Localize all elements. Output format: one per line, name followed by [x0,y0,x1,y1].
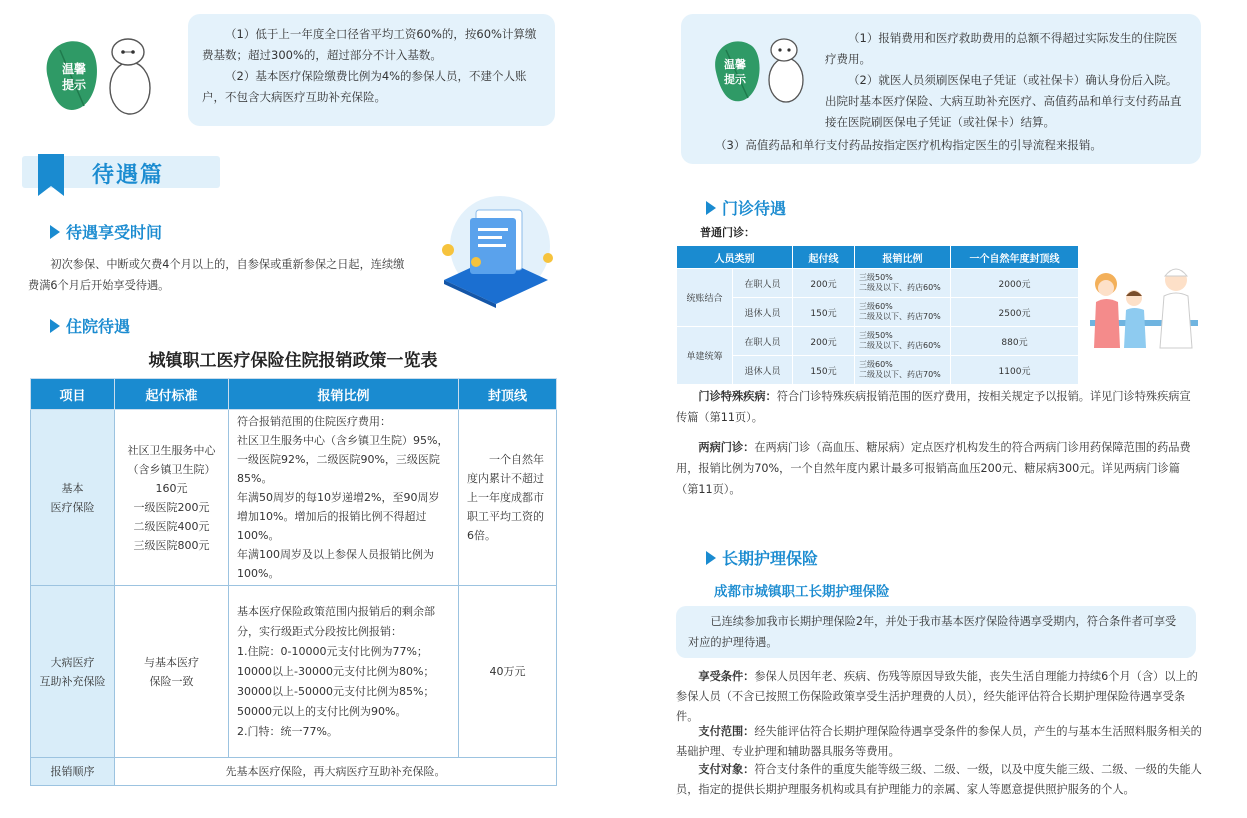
arrow-icon [706,551,716,565]
two-disease-text [676,437,1196,500]
ratio [855,298,951,327]
section-inpatient [50,314,130,337]
cap: 2000元 [951,269,1079,298]
special-disease-label: 门诊特殊疾病： [698,390,777,403]
right-tip-p3: （3）高值药品和单行支付药品按指定医疗机构指定医生的引导流程来报销。 [715,138,1102,152]
table-row [31,758,557,786]
ratio-line: 二级及以下、药店60% [859,341,941,350]
row-cap: 40万元 [459,586,557,758]
special-disease-text [676,386,1196,428]
row-threshold: 与基本医疗 保险一致 [115,586,229,758]
ltc-condition-text: 参保人员因年老、疾病、伤残等原因导致失能，丧失生活自理能力持续6个月（含）以上的参保人员（不含已按照工伤保险政策享受生活护理费的人员），经失能评估符合长期护理保险待遇享受条件。 [676,670,1198,723]
person-type: 退休人员 [733,356,793,385]
ltc-box [676,606,1196,658]
section-treatment-time-title: 待遇享受时间 [66,223,163,242]
section-outpatient [706,196,786,219]
ratio-line: 二级及以下、药店60% [859,283,941,292]
table-row [677,298,1079,327]
tip-badge-line2: 提示 [62,78,87,92]
ltc-subtitle: 成都市城镇职工长期护理保险 [714,584,890,600]
ratio [855,269,951,298]
general-outpatient-label: 普通门诊： [700,226,755,239]
banner-bookmark-icon [38,154,64,196]
table-row [677,356,1079,385]
inpatient-table [30,378,557,786]
ratio [855,356,951,385]
ratio-line: 三级50% [859,273,893,282]
section-inpatient-title: 住院待遇 [66,317,131,336]
row-item: 大病医疗 互助补充保险 [31,586,115,758]
row-item: 基本 医疗保险 [31,410,115,586]
arrow-icon [50,319,60,333]
header-ratio: 报销比例 [855,246,951,269]
row-cap: 一个自然年度内累计不超过上一年度成都市职工平均工资的6倍。 [459,410,557,586]
person-type: 退休人员 [733,298,793,327]
row-ratio: 符合报销范围的住院医疗费用： 社区卫生服务中心（含乡镇卫生院）95%，一级医院92%，二级医院90%，三级医院85%。 年满50周岁的每10岁递增2%，至90周岁增加10%。增加后的报销比例不得超过100%。 年满100周岁及以上参保人员报销比例为100%。 [229,410,459,586]
ratio-line: 三级60% [859,360,893,369]
threshold: 200元 [793,269,855,298]
threshold: 200元 [793,327,855,356]
row-order: 先基本医疗保险，再大病医疗互助补充保险。 [115,758,557,786]
ratio-line: 三级60% [859,302,893,311]
row-ratio: 基本医疗保险政策范围内报销后的剩余部分，实行级距式分段按比例报销： 1.住院：0-10000元支付比例为77%； 10000以上-30000元支付比例为80%； 30000以上-50000元支付比例为85%； 50000元以上的支付比例为90%。 2.门特：统一77%。 [229,586,459,758]
table-row [31,586,557,758]
ltc-object [676,760,1206,800]
document-illustration [436,188,556,308]
left-tip-p2: （2）基本医疗保险缴费比例为4%的参保人员，不建个人账户，不包含大病医疗互助补充保险。 [202,69,527,104]
section-treatment-time [50,220,162,243]
right-tip-p2-text: （2）就医人员须刷医保电子凭证（或社保卡）确认身份后入院。出院时基本医疗保险、大病互助补充医疗、高值药品和单行支付药品直接在医院刷医保电子凭证（或社保卡）结算。 [825,73,1182,129]
doctor-illustration [1088,258,1200,350]
treatment-time-text: 初次参保、中断或欠费4个月以上的，自参保或重新参保之日起，连续缴费满6个月后开始享受待遇。 [28,258,405,292]
right-tip-p2 [692,70,1183,133]
tip-badge-line1: 温馨 [62,62,87,76]
header-category: 人员类别 [677,246,793,269]
arrow-icon [706,201,716,215]
header-threshold: 起付标准 [115,379,229,410]
left-tip-box [188,14,555,126]
inpatient-table-title: 城镇职工医疗保险住院报销政策一览表 [148,351,438,371]
ltc-scope [676,722,1206,762]
table-row [677,269,1079,298]
row-threshold: 社区卫生服务中心（含乡镇卫生院）160元 一级医院200元 二级医院400元 三级医院800元 [115,410,229,586]
header-ratio: 报销比例 [229,379,459,410]
ltc-box-text: 已连续参加我市长期护理保险2年，并处于我市基本医疗保险待遇享受期内，符合条件者可享受对应的护理待遇。 [688,615,1177,649]
tip-badge-line2: 提示 [724,73,746,86]
ratio-line: 三级50% [859,331,893,340]
ltc-object-text: 符合支付条件的重度失能等级三级、二级、一级，以及中度失能三级、二级、一级的失能人员，指定的提供长期护理服务机构或具有护理能力的亲属、家人等愿意提供照护服务的个人。 [676,763,1202,796]
ratio-line: 二级及以下、药店70% [859,312,941,321]
person-type: 在职人员 [733,269,793,298]
row-item: 报销顺序 [31,758,115,786]
two-disease-content: 在两病门诊（高血压、糖尿病）定点医疗机构发生的符合两病门诊用药保障范围的药品费用，报销比例为70%，一个自然年度内累计最多可报销高血压200元、糖尿病300元。详见两病门诊篇（第11页）。 [676,441,1191,496]
section-ltc [706,546,818,569]
ltc-scope-text: 经失能评估符合长期护理保险待遇享受条件的参保人员，产生的与基本生活照料服务相关的基础护理、专业护理和辅助器具服务等费用。 [676,725,1202,758]
tip-mascot-icon [40,28,155,118]
section-outpatient-title: 门诊待遇 [722,199,787,218]
header-cap: 封顶线 [459,379,557,410]
two-disease-label: 两病门诊： [698,441,755,454]
ltc-condition-label: 享受条件： [698,670,755,683]
arrow-icon [50,225,60,239]
right-tip-p1: （1）报销费用和医疗救助费用的总额不得超过实际发生的住院医疗费用。 [825,31,1178,66]
section-ltc-title: 长期护理保险 [722,549,819,568]
group-name: 统账结合 [677,269,733,327]
left-tip-p1: （1）低于上一年度全口径省平均工资60%的，按60%计算缴费基数；超过300%的，超过部分不计入基数。 [202,27,537,62]
cap: 880元 [951,327,1079,356]
group-name: 单建统筹 [677,327,733,385]
banner-title: 待遇篇 [92,163,165,188]
tip-badge [40,28,155,118]
header-cap: 一个自然年度封顶线 [951,246,1079,269]
ratio [855,327,951,356]
special-disease-content: 符合门诊特殊疾病报销范围的医疗费用，按相关规定予以报销。详见门诊特殊疾病宣传篇（第11页）。 [676,390,1191,424]
header-item: 项目 [31,379,115,410]
ltc-object-label: 支付对象： [698,763,755,776]
tip-badge-line1: 温馨 [724,58,746,71]
table-row [677,327,1079,356]
ratio-line: 二级及以下、药店70% [859,370,941,379]
cap: 1100元 [951,356,1079,385]
cap: 2500元 [951,298,1079,327]
person-type: 在职人员 [733,327,793,356]
ltc-scope-label: 支付范围： [698,725,755,738]
outpatient-table [676,245,1079,385]
table-row [31,410,557,586]
threshold: 150元 [793,356,855,385]
ltc-condition [676,667,1206,727]
header-threshold: 起付线 [793,246,855,269]
threshold: 150元 [793,298,855,327]
